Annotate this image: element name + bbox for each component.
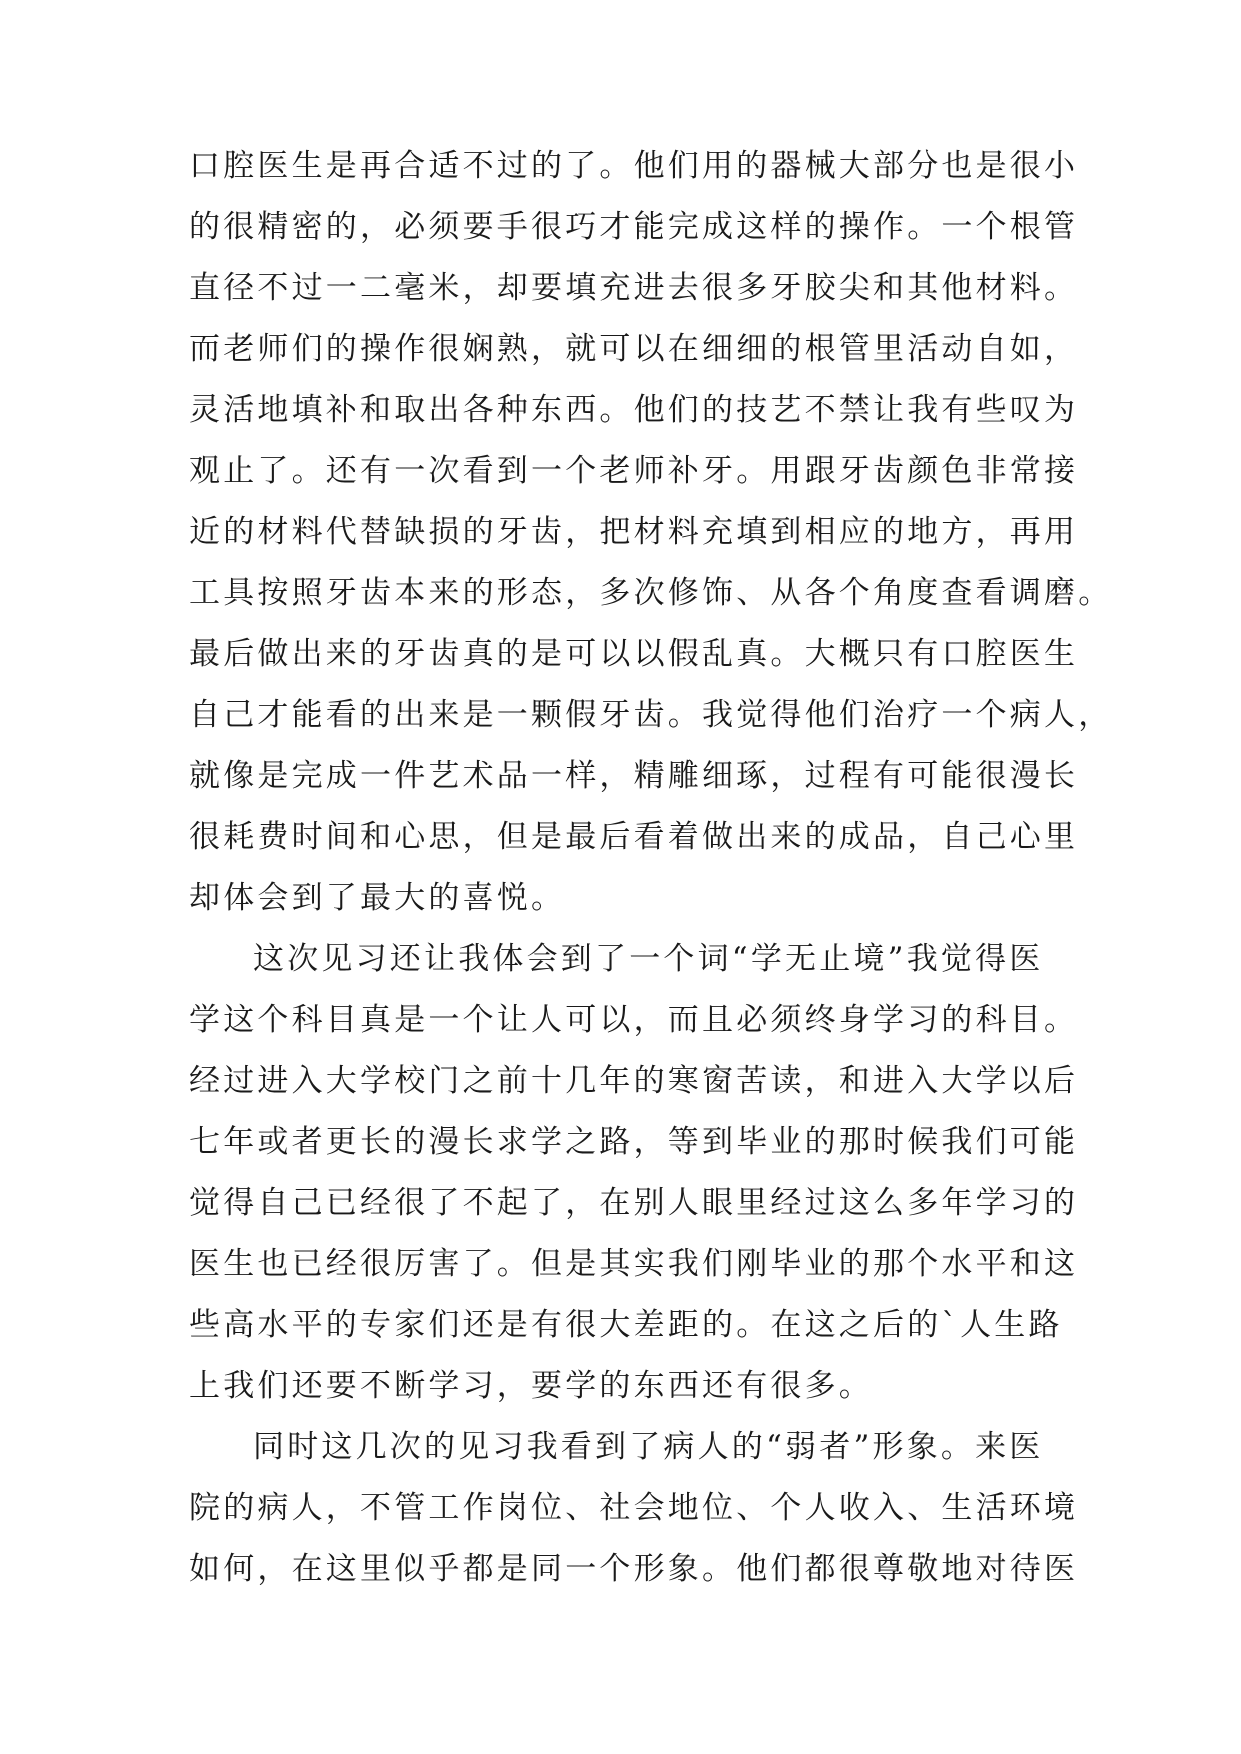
paragraph-1 <box>189 136 1113 929</box>
text-line: 却体会到了最大的喜悦。 <box>189 880 566 916</box>
text-line: 灵活地填补和取出各种东西。他们的技艺不禁让我有些叹为 <box>189 392 1079 428</box>
text-line: 上我们还要不断学习，要学的东西还有很多。 <box>189 1368 873 1404</box>
text-line: 近的材料代替缺损的牙齿，把材料充填到相应的地方，再用 <box>189 514 1079 550</box>
text-line: 如何，在这里似乎都是同一个形象。他们都很尊敬地对待医 <box>189 1551 1079 1587</box>
paragraph-2 <box>189 929 1079 1417</box>
text-line: 七年或者更长的漫长求学之路，等到毕业的那时候我们可能 <box>189 1124 1079 1160</box>
text-line: 的很精密的，必须要手很巧才能完成这样的操作。一个根管 <box>189 209 1079 245</box>
text-line: 观止了。还有一次看到一个老师补牙。用跟牙齿颜色非常接 <box>189 453 1079 489</box>
text-line: 而老师们的操作很娴熟，就可以在细细的根管里活动自如， <box>189 331 1079 367</box>
document-body <box>189 136 1113 1600</box>
text-line: 自己才能看的出来是一颗假牙齿。我觉得他们治疗一个病人， <box>189 697 1113 733</box>
text-line: 很耗费时间和心思，但是最后看着做出来的成品，自己心里 <box>189 819 1079 855</box>
text-line: 最后做出来的牙齿真的是可以以假乱真。大概只有口腔医生 <box>189 636 1079 672</box>
text-line: 这次见习还让我体会到了一个词“学无止境”我觉得医 <box>253 941 1044 977</box>
text-line: 口腔医生是再合适不过的了。他们用的器械大部分也是很小 <box>189 148 1079 184</box>
text-line: 觉得自己已经很了不起了，在别人眼里经过这么多年学习的 <box>189 1185 1079 1221</box>
text-line: 直径不过一二毫米，却要填充进去很多牙胶尖和其他材料。 <box>189 270 1079 306</box>
text-line: 同时这几次的见习我看到了病人的“弱者”形象。来医 <box>253 1429 1044 1465</box>
paragraph-3 <box>189 1417 1079 1600</box>
text-line: 经过进入大学校门之前十几年的寒窗苦读，和进入大学以后 <box>189 1063 1079 1099</box>
text-line: 些高水平的专家们还是有很大差距的。在这之后的`人生路 <box>189 1307 1063 1343</box>
text-line: 医生也已经很厉害了。但是其实我们刚毕业的那个水平和这 <box>189 1246 1079 1282</box>
text-line: 就像是完成一件艺术品一样，精雕细琢，过程有可能很漫长 <box>189 758 1079 794</box>
text-line: 学这个科目真是一个让人可以，而且必须终身学习的科目。 <box>189 1002 1079 1038</box>
text-line: 院的病人，不管工作岗位、社会地位、个人收入、生活环境 <box>189 1490 1079 1526</box>
text-line: 工具按照牙齿本来的形态，多次修饰、从各个角度查看调磨。 <box>189 575 1113 611</box>
